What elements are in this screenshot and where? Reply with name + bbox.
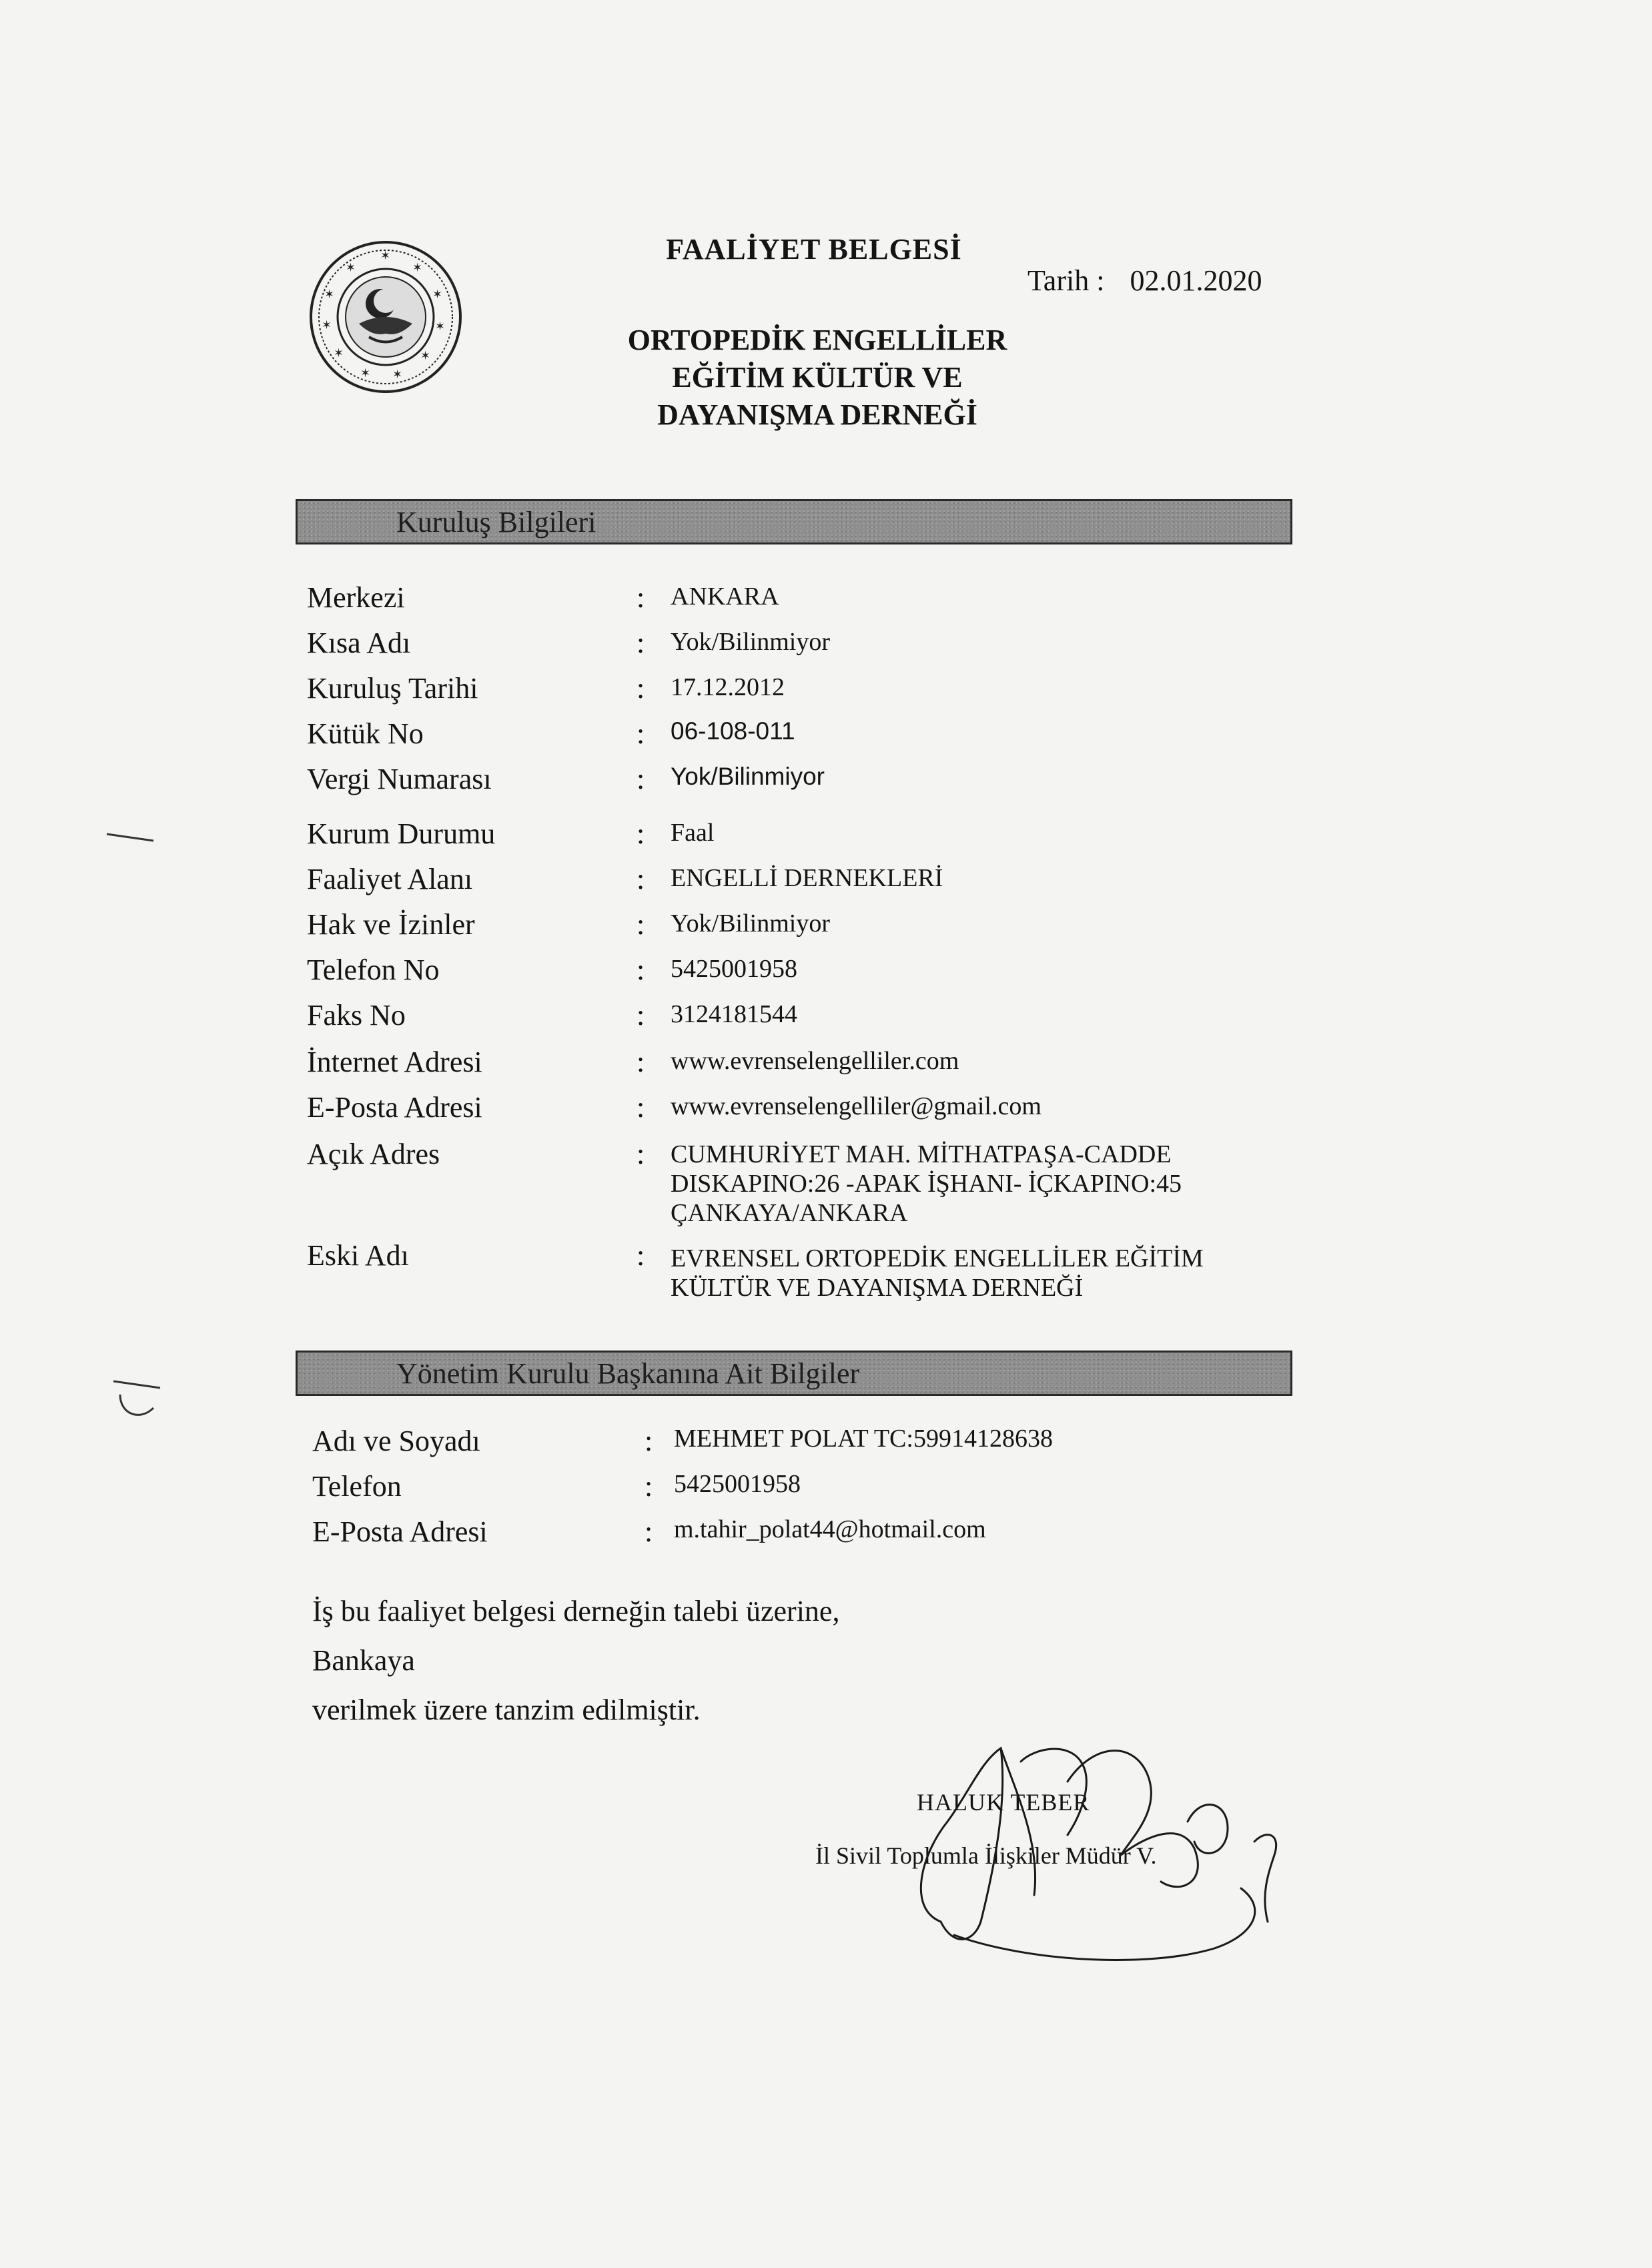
row-label: Adı ve Soyadı bbox=[312, 1425, 480, 1457]
row-colon: : bbox=[637, 581, 645, 614]
row-colon: : bbox=[637, 1239, 645, 1272]
row-value: ANKARA bbox=[671, 583, 779, 611]
row-colon: : bbox=[637, 717, 645, 750]
row-value: ENGELLİ DERNEKLERİ bbox=[671, 864, 943, 892]
section-title: Kuruluş Bilgileri bbox=[396, 506, 596, 538]
row-label: Kuruluş Tarihi bbox=[307, 672, 478, 705]
svg-text:✶: ✶ bbox=[346, 261, 356, 275]
section-title: Yönetim Kurulu Başkanına Ait Bilgiler bbox=[396, 1357, 860, 1390]
row-colon: : bbox=[645, 1425, 653, 1457]
row-colon: : bbox=[637, 627, 645, 659]
row-value: Faal bbox=[671, 819, 715, 847]
margin-punch-marks bbox=[80, 801, 173, 1468]
row-label: Hak ve İzinler bbox=[307, 908, 475, 941]
date-label: Tarih : bbox=[1027, 264, 1105, 297]
document-date bbox=[1027, 264, 1262, 298]
row-colon: : bbox=[637, 954, 645, 986]
address-line: ÇANKAYA/ANKARA bbox=[671, 1199, 908, 1227]
row-colon: : bbox=[637, 908, 645, 941]
row-colon: : bbox=[637, 1091, 645, 1124]
svg-text:✶: ✶ bbox=[360, 366, 371, 380]
address-line: DISKAPINO:26 -APAK İŞHANI- İÇKAPINO:45 bbox=[671, 1170, 1182, 1198]
svg-text:✶: ✶ bbox=[380, 249, 391, 263]
row-label: Faks No bbox=[307, 999, 406, 1032]
organization-name-line: DAYANIŞMA DERNEĞİ bbox=[657, 398, 977, 431]
row-value: 3124181544 bbox=[671, 1000, 797, 1028]
row-label: Eski Adı bbox=[307, 1239, 409, 1272]
row-label: Telefon No bbox=[307, 954, 440, 986]
handwritten-signature-icon bbox=[867, 1722, 1294, 1975]
closing-line: verilmek üzere tanzim edilmiştir. bbox=[312, 1693, 701, 1726]
organization-name bbox=[547, 322, 1088, 434]
row-value: 06-108-011 bbox=[671, 717, 795, 745]
row-colon: : bbox=[637, 1046, 645, 1078]
svg-text:✶: ✶ bbox=[435, 320, 446, 334]
svg-text:✶: ✶ bbox=[392, 368, 403, 382]
row-label: Telefon bbox=[312, 1470, 402, 1503]
closing-line: İş bu faaliyet belgesi derneğin talebi üzerine, bbox=[312, 1595, 840, 1627]
row-colon: : bbox=[637, 763, 645, 795]
row-label: Vergi Numarası bbox=[307, 763, 492, 795]
row-value: Yok/Bilinmiyor bbox=[671, 909, 830, 937]
old-name-line: EVRENSEL ORTOPEDİK ENGELLİLER EĞİTİM bbox=[671, 1244, 1204, 1272]
row-value: 5425001958 bbox=[671, 955, 797, 983]
row-value: Yok/Bilinmiyor bbox=[671, 628, 830, 656]
row-value: Yok/Bilinmiyor bbox=[671, 763, 825, 790]
row-label: Kısa Adı bbox=[307, 627, 411, 659]
row-value: www.evrenselengelliler.com bbox=[671, 1047, 959, 1075]
row-label: Merkezi bbox=[307, 581, 405, 614]
row-colon: : bbox=[637, 999, 645, 1032]
row-value: MEHMET POLAT TC:59914128638 bbox=[674, 1425, 1053, 1453]
section-header-yonetim bbox=[296, 1351, 1292, 1396]
row-value: 17.12.2012 bbox=[671, 673, 785, 701]
svg-text:✶: ✶ bbox=[322, 318, 332, 332]
signatory-name: HALUK TEBER bbox=[917, 1789, 1090, 1816]
section-header-kurulus bbox=[296, 499, 1292, 544]
row-label: Kurum Durumu bbox=[307, 817, 496, 850]
row-colon: : bbox=[645, 1470, 653, 1503]
row-label: E-Posta Adresi bbox=[312, 1515, 488, 1548]
row-label: Kütük No bbox=[307, 717, 424, 750]
svg-text:✶: ✶ bbox=[412, 261, 423, 275]
address-line: CUMHURİYET MAH. MİTHATPAŞA-CADDE bbox=[671, 1140, 1172, 1168]
row-value: www.evrenselengelliler@gmail.com bbox=[671, 1092, 1042, 1120]
row-colon: : bbox=[637, 817, 645, 850]
svg-text:✶: ✶ bbox=[432, 288, 443, 302]
row-value: m.tahir_polat44@hotmail.com bbox=[674, 1515, 986, 1543]
row-label: İnternet Adresi bbox=[307, 1046, 482, 1078]
closing-statement bbox=[312, 1587, 839, 1735]
official-seal-icon bbox=[306, 237, 466, 397]
row-label: Açık Adres bbox=[307, 1138, 440, 1170]
svg-text:✶: ✶ bbox=[324, 288, 335, 302]
row-label: E-Posta Adresi bbox=[307, 1091, 482, 1124]
organization-name-line: ORTOPEDİK ENGELLİLER bbox=[627, 324, 1007, 356]
organization-name-line: EĞİTİM KÜLTÜR VE bbox=[672, 361, 963, 394]
signatory-title: İl Sivil Toplumla İlişkiler Müdür V. bbox=[815, 1842, 1157, 1869]
document-title: FAALİYET BELGESİ bbox=[666, 233, 962, 266]
row-colon: : bbox=[637, 863, 645, 895]
row-value: 5425001958 bbox=[674, 1470, 801, 1498]
row-colon: : bbox=[645, 1515, 653, 1548]
svg-text:✶: ✶ bbox=[334, 346, 344, 360]
row-label: Faaliyet Alanı bbox=[307, 863, 473, 895]
old-name-line: KÜLTÜR VE DAYANIŞMA DERNEĞİ bbox=[671, 1274, 1084, 1302]
date-value: 02.01.2020 bbox=[1130, 264, 1262, 297]
svg-text:✶: ✶ bbox=[420, 349, 431, 363]
address-value bbox=[671, 1140, 1182, 1228]
closing-line: Bankaya bbox=[312, 1644, 415, 1677]
row-colon: : bbox=[637, 672, 645, 705]
row-colon: : bbox=[637, 1138, 645, 1170]
old-name-value bbox=[671, 1244, 1204, 1302]
